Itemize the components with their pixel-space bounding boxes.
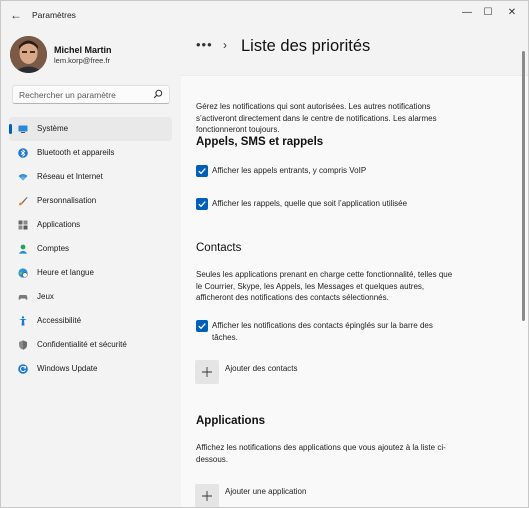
sidebar-item-accessibilite[interactable] xyxy=(9,309,172,333)
sidebar-item-windows-update[interactable] xyxy=(9,357,172,381)
apps-icon xyxy=(18,220,28,230)
sidebar-item-label: Bluetooth et appareils xyxy=(37,148,115,157)
search-input[interactable]: Rechercher un paramètre xyxy=(19,90,116,100)
accessibility-icon xyxy=(18,316,28,326)
sidebar-item-personnalisation[interactable] xyxy=(9,189,172,213)
sidebar-item-applications[interactable] xyxy=(9,213,172,237)
avatar[interactable] xyxy=(10,36,47,73)
globe-clock-icon xyxy=(18,268,28,278)
intro-text: Gérez les notifications qui sont autorisées. Les autres notifications s’activeront directement dans le centre de notifications. Les alarmes fonctionneront toujours. xyxy=(196,102,437,134)
brush-icon xyxy=(18,196,28,206)
wifi-icon xyxy=(18,172,28,182)
sidebar-item-label: Applications xyxy=(37,220,81,229)
sidebar-item-bluetooth[interactable] xyxy=(9,141,172,165)
section-title-contacts: Contacts xyxy=(196,242,242,254)
sidebar xyxy=(1,29,181,508)
page-title: Liste des priorités xyxy=(241,37,371,55)
sidebar-item-label: Système xyxy=(37,124,69,133)
applications-description: Affichez les notifications des applications que vous ajoutez à la liste ci- dessous. xyxy=(196,443,446,464)
chevron-right-icon: › xyxy=(223,38,227,52)
scrollbar[interactable] xyxy=(522,51,525,321)
shield-icon xyxy=(18,340,28,350)
breadcrumb-more-button[interactable]: ••• xyxy=(196,37,213,52)
user-name: Michel Martin xyxy=(54,45,112,55)
show-reminders-label: Afficher les rappels, quelle que soit l’application utilisée xyxy=(212,199,408,208)
show-calls-label: Afficher les appels entrants, y compris VoIP xyxy=(212,166,367,175)
sidebar-item-label: Comptes xyxy=(37,244,70,253)
back-button[interactable]: ← xyxy=(10,8,22,22)
check-icon xyxy=(197,321,207,331)
plus-icon xyxy=(201,490,213,502)
plus-icon xyxy=(201,366,213,378)
show-calls-checkbox[interactable] xyxy=(196,165,208,177)
sidebar-item-jeux[interactable] xyxy=(9,285,172,309)
sidebar-item-heure[interactable] xyxy=(9,261,172,285)
add-contacts-label[interactable]: Ajouter des contacts xyxy=(225,364,298,373)
check-icon xyxy=(197,199,207,209)
sidebar-item-comptes[interactable] xyxy=(9,237,172,261)
sidebar-item-confidentialite[interactable] xyxy=(9,333,172,357)
contacts-description: Seules les applications prenant en charge cette fonctionnalité, telles que le Courrier, Skype, les Appels, les Messages et quelques autres, afficheront des notifications des contacts sélectionnés. xyxy=(196,270,453,302)
search-box[interactable] xyxy=(12,85,170,104)
user-email: lem.korp@free.fr xyxy=(54,56,110,65)
account-icon xyxy=(18,244,28,254)
add-application-button[interactable] xyxy=(195,484,219,508)
sidebar-item-label: Confidentialité et sécurité xyxy=(37,340,127,349)
app-title: Paramètres xyxy=(32,10,76,20)
nav-list xyxy=(9,117,172,381)
section-title-applications: Applications xyxy=(196,415,266,427)
gamepad-icon xyxy=(18,292,28,302)
sidebar-item-label: Personnalisation xyxy=(37,196,97,205)
sidebar-item-label: Heure et langue xyxy=(37,268,94,277)
title-bar xyxy=(1,1,529,29)
pinned-contacts-label: Afficher les notifications des contacts épinglés sur la barre des tâches. xyxy=(212,321,433,342)
add-contacts-button[interactable] xyxy=(195,360,219,384)
main-content xyxy=(181,29,529,508)
maximize-button[interactable]: ☐ xyxy=(483,7,493,18)
sidebar-item-systeme[interactable] xyxy=(9,117,172,141)
bluetooth-icon xyxy=(18,148,28,158)
search-icon xyxy=(153,89,163,99)
sidebar-item-label: Réseau et Internet xyxy=(37,172,103,181)
pinned-contacts-checkbox[interactable] xyxy=(196,320,208,332)
check-icon xyxy=(197,166,207,176)
update-icon xyxy=(18,364,28,374)
section-title-calls: Appels, SMS et rappels xyxy=(196,136,324,148)
sidebar-item-reseau[interactable] xyxy=(9,165,172,189)
show-reminders-checkbox[interactable] xyxy=(196,198,208,210)
sidebar-item-label: Jeux xyxy=(37,292,54,301)
add-application-label[interactable]: Ajouter une application xyxy=(225,487,307,496)
display-icon xyxy=(18,124,28,134)
sidebar-item-label: Windows Update xyxy=(37,364,98,373)
content-panel xyxy=(181,75,529,508)
close-button[interactable]: ✕ xyxy=(507,7,517,18)
sidebar-item-label: Accessibilité xyxy=(37,316,82,325)
minimize-button[interactable]: — xyxy=(462,7,472,18)
